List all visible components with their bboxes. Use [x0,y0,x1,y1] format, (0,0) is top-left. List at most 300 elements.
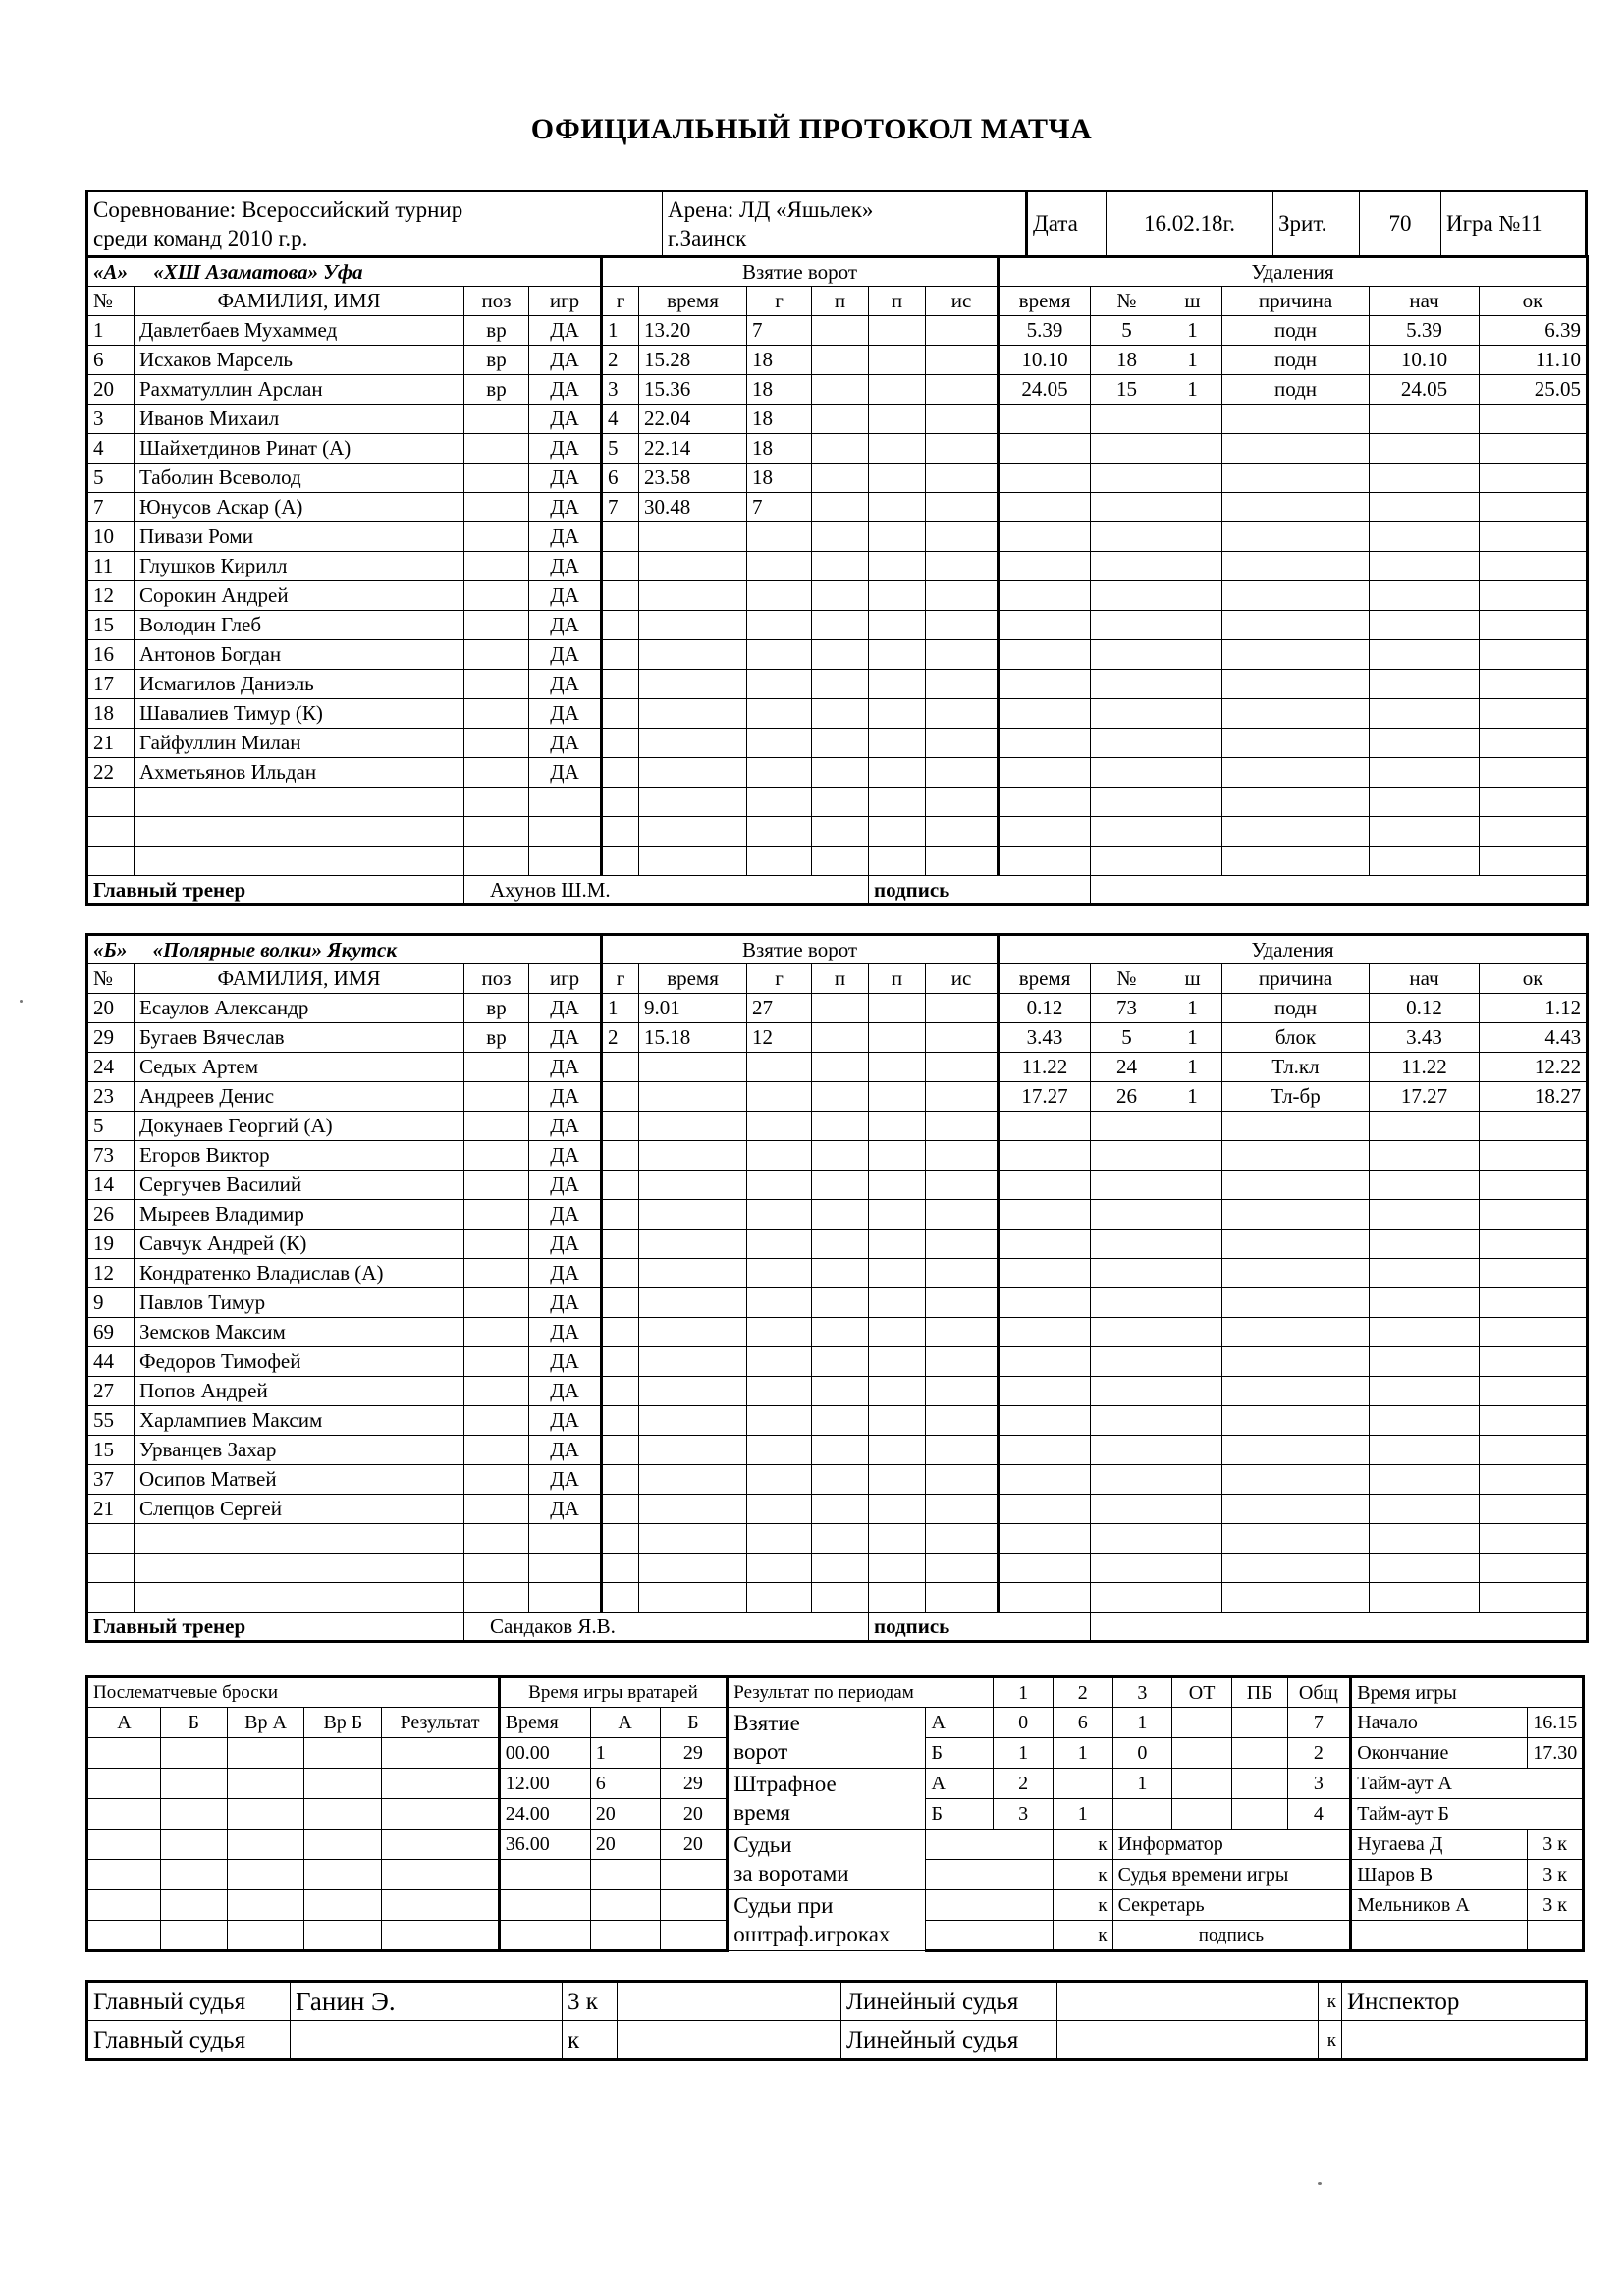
player-position [464,1141,529,1171]
goal-judge-1-cat: к [1053,1830,1112,1860]
goal-number: 3 [602,375,639,405]
player-position [464,1583,529,1613]
col-pen-no: № [1091,964,1163,994]
goal-assist-1 [812,1259,869,1288]
goals-b-p1: 1 [994,1738,1054,1769]
penalty-end [1480,758,1588,788]
goal-number [602,1583,639,1613]
player-played: ДА [529,522,602,552]
goal-number [602,729,639,758]
player-name: Гайфуллин Милан [135,729,464,758]
penalty-player [1091,434,1163,464]
player-number: 37 [87,1465,135,1495]
goal-time [639,1230,747,1259]
goal-number [602,611,639,640]
player-played: ДА [529,1023,602,1053]
penalty-reason [1222,1112,1370,1141]
timeout-b-label: Тайм-аут Б [1351,1799,1584,1830]
goal-time [639,729,747,758]
coach-signature-field [1091,876,1588,905]
team-b-table [85,933,1589,1643]
linesman-1-cat: к [1319,1982,1342,2021]
goal-assist-1 [812,817,869,847]
penalty-player [1091,1171,1163,1200]
goal-assist-1 [812,1230,869,1259]
penalty-reason [1222,788,1370,817]
gk-b-1: 29 [660,1738,728,1769]
player-number [87,1524,135,1554]
goal-number [602,581,639,611]
player-played: ДА [529,1377,602,1406]
goal-time [639,1436,747,1465]
player-number: 24 [87,1053,135,1082]
goal-assist-1 [812,1171,869,1200]
officials-signature-label: подпись [1112,1921,1351,1951]
penalty-end [1480,1554,1588,1583]
goal-number [602,1465,639,1495]
goal-assist-2 [869,994,926,1023]
player-played [529,1554,602,1583]
col-pen-reason: причина [1222,287,1370,316]
pim-row-label [728,1769,926,1830]
goal-number [602,1436,639,1465]
goal-time [639,788,747,817]
main-referee-label-1: Главный судья [87,1982,291,2021]
player-row [87,346,1588,375]
penalty-end [1480,1465,1588,1495]
player-row [87,1053,1588,1082]
goal-scorer: 18 [747,346,812,375]
goal-number [602,1318,639,1347]
penalty-start: 3.43 [1370,1023,1480,1053]
goal-number: 7 [602,493,639,522]
player-played: ДА [529,375,602,405]
player-position: вр [464,316,529,346]
penalty-time [999,1141,1091,1171]
penalty-reason [1222,581,1370,611]
penalty-reason: подн [1222,375,1370,405]
penalty-end [1480,1259,1588,1288]
pim-a-p1: 2 [994,1769,1054,1799]
col-name: ФАМИЛИЯ, ИМЯ [135,964,464,994]
goal-situation [926,758,999,788]
player-position [464,817,529,847]
goals-b-pb [1231,1738,1287,1769]
penalty-player: 26 [1091,1082,1163,1112]
goal-assist-2 [869,581,926,611]
goal-scorer: 18 [747,405,812,434]
timekeeper-cat: 3 к [1528,1860,1584,1890]
goal-situation [926,1171,999,1200]
player-number: 73 [87,1141,135,1171]
goal-time [639,522,747,552]
player-name: Осипов Матвей [135,1465,464,1495]
goal-number [602,1288,639,1318]
player-number: 15 [87,611,135,640]
goal-number [602,1554,639,1583]
penalty-start [1370,1583,1480,1613]
player-played: ДА [529,1200,602,1230]
goal-situation [926,788,999,817]
penalty-judges-2: оштраф.игроках [733,1921,891,1946]
gk-b-2: 29 [660,1769,728,1799]
penalty-minutes [1163,1141,1222,1171]
penalty-start [1370,788,1480,817]
penalty-player [1091,1112,1163,1141]
penalty-end [1480,1230,1588,1259]
goal-number [602,1053,639,1082]
pim-team-b: Б [926,1799,994,1830]
penalty-minutes [1163,1259,1222,1288]
player-played: ДА [529,640,602,670]
goal-scorer: 12 [747,1023,812,1053]
player-position [464,1465,529,1495]
goal-assist-2 [869,670,926,699]
goal-time: 22.04 [639,405,747,434]
goal-scorer [747,1583,812,1613]
penalty-minutes: 1 [1163,375,1222,405]
player-number [87,817,135,847]
penalty-reason: Тл-бр [1222,1082,1370,1112]
goal-assist-1 [812,1465,869,1495]
player-position [464,434,529,464]
player-name: Земсков Максим [135,1318,464,1347]
goal-number [602,847,639,876]
main-referee-label-2: Главный судья [87,2021,291,2060]
player-row [87,375,1588,405]
goal-situation [926,699,999,729]
goal-assist-1 [812,994,869,1023]
goal-situation [926,346,999,375]
player-row [87,1406,1588,1436]
player-number: 12 [87,1259,135,1288]
player-position: вр [464,375,529,405]
penalty-player [1091,699,1163,729]
goal-assist-1 [812,1583,869,1613]
goal-situation [926,316,999,346]
goals-a-p1: 0 [994,1708,1054,1738]
penalty-time [999,1200,1091,1230]
penalty-minutes [1163,699,1222,729]
goal-time [639,1583,747,1613]
goal-assist-2 [869,346,926,375]
player-row [87,1495,1588,1524]
col-is: ис [926,964,999,994]
penalty-minutes: 1 [1163,1023,1222,1053]
goal-scorer: 18 [747,464,812,493]
goal-time [639,1288,747,1318]
player-played: ДА [529,611,602,640]
goal-situation [926,1347,999,1377]
goal-time [639,670,747,699]
player-position [464,729,529,758]
coach-signature-field [1091,1613,1588,1642]
penalty-player [1091,552,1163,581]
goal-assist-1 [812,375,869,405]
penalty-start: 0.12 [1370,994,1480,1023]
penalty-end [1480,522,1588,552]
goals-block-label: Взятие ворот [602,257,999,287]
penalty-start [1370,1230,1480,1259]
goal-assist-1 [812,729,869,758]
penalty-start [1370,1141,1480,1171]
player-number [87,847,135,876]
player-number: 5 [87,1112,135,1141]
penalty-reason [1222,699,1370,729]
goal-situation [926,729,999,758]
penalties-block-label: Удаления [999,935,1588,964]
goal-assist-2 [869,1495,926,1524]
penalty-time [999,493,1091,522]
goals-label-1: Взятие [733,1711,800,1736]
penalty-minutes [1163,1200,1222,1230]
goal-time: 30.48 [639,493,747,522]
player-number [87,1583,135,1613]
penalty-player: 18 [1091,346,1163,375]
goal-number [602,788,639,817]
penalty-player [1091,817,1163,847]
player-played: ДА [529,994,602,1023]
goal-situation [926,1554,999,1583]
goal-number [602,1200,639,1230]
penalty-time [999,1347,1091,1377]
player-number: 21 [87,729,135,758]
penalty-judge-2-cat: к [1053,1921,1112,1951]
goal-number: 2 [602,1023,639,1053]
goal-assist-1 [812,847,869,876]
goal-situation [926,375,999,405]
penalty-reason [1222,1495,1370,1524]
goal-assist-1 [812,1288,869,1318]
penalty-reason: Тл.кл [1222,1053,1370,1082]
player-name: Ахметьянов Ильдан [135,758,464,788]
penalty-reason [1222,405,1370,434]
player-row [87,611,1588,640]
col-no: № [87,964,135,994]
goal-assist-2 [869,552,926,581]
player-row [87,994,1588,1023]
penalty-start [1370,699,1480,729]
goal-time [639,581,747,611]
penalty-minutes [1163,405,1222,434]
coach-signature-label: подпись [869,876,1091,905]
goal-assist-1 [812,1053,869,1082]
player-played: ДА [529,1053,602,1082]
player-position [464,522,529,552]
penalty-end [1480,847,1588,876]
gk-col-b: Б [660,1708,728,1738]
player-row [87,1465,1588,1495]
player-played [529,1524,602,1554]
date-value: 16.02.18г. [1107,191,1273,257]
goal-assist-2 [869,1524,926,1554]
penalty-minutes [1163,1406,1222,1436]
player-number: 7 [87,493,135,522]
goal-assist-1 [812,788,869,817]
penalty-minutes: 1 [1163,346,1222,375]
player-number: 11 [87,552,135,581]
goal-situation [926,1524,999,1554]
penalty-time [999,522,1091,552]
goals-a-pb [1231,1708,1287,1738]
penalty-reason: блок [1222,1023,1370,1053]
penalty-minutes [1163,611,1222,640]
goal-time [639,1524,747,1554]
penalty-end [1480,788,1588,817]
player-position [464,1171,529,1200]
penalty-player [1091,1200,1163,1230]
player-row [87,847,1588,876]
goal-assist-1 [812,670,869,699]
player-name [135,817,464,847]
player-position [464,1112,529,1141]
player-played: ДА [529,1171,602,1200]
penalty-end [1480,552,1588,581]
goal-scorer: 7 [747,316,812,346]
player-row [87,493,1588,522]
player-name: Слепцов Сергей [135,1495,464,1524]
penalty-time: 17.27 [999,1082,1091,1112]
penalty-reason [1222,493,1370,522]
player-played: ДА [529,1288,602,1318]
player-number [87,788,135,817]
penalty-reason [1222,758,1370,788]
coach-name: Сандаков Я.В. [464,1613,869,1642]
goal-scorer [747,729,812,758]
player-number: 44 [87,1347,135,1377]
penalty-minutes [1163,1554,1222,1583]
player-row [87,405,1588,434]
goal-judge-2-cat: к [1053,1860,1112,1890]
penalty-end [1480,1347,1588,1377]
goal-assist-2 [869,1583,926,1613]
goal-time [639,1465,747,1495]
penalty-time [999,1583,1091,1613]
goal-time [639,1141,747,1171]
goal-situation [926,1230,999,1259]
penalty-player: 5 [1091,316,1163,346]
goal-assist-1 [812,1112,869,1141]
player-row [87,1583,1588,1613]
gk-a-1: 1 [590,1738,660,1769]
penalty-reason [1222,670,1370,699]
goal-number [602,1259,639,1288]
penalty-player [1091,1495,1163,1524]
goal-number [602,1230,639,1259]
goal-scorer [747,1347,812,1377]
goal-assist-2 [869,1554,926,1583]
player-position [464,640,529,670]
penalty-time [999,434,1091,464]
penalty-player [1091,522,1163,552]
gk-b-4: 20 [660,1830,728,1860]
main-referee-2-cat: к [563,2021,618,2060]
player-position [464,1377,529,1406]
secretary-label: Секретарь [1112,1890,1351,1921]
player-row [87,434,1588,464]
penalty-start [1370,1318,1480,1347]
period-head-2: 2 [1053,1677,1112,1708]
player-position: вр [464,994,529,1023]
player-number: 9 [87,1288,135,1318]
player-name: Давлетбаев Мухаммед [135,316,464,346]
player-row [87,552,1588,581]
goal-assist-1 [812,1318,869,1347]
penalty-start: 5.39 [1370,316,1480,346]
player-name: Таболин Всеволод [135,464,464,493]
shootout-col-a: А [87,1708,161,1738]
player-name: Кондратенко Владислав (А) [135,1259,464,1288]
goal-assist-1 [812,316,869,346]
player-number: 23 [87,1082,135,1112]
player-name: Седых Артем [135,1053,464,1082]
penalty-reason [1222,434,1370,464]
player-row [87,758,1588,788]
gk-col-a: А [590,1708,660,1738]
penalty-player [1091,788,1163,817]
player-position [464,1200,529,1230]
goal-assist-1 [812,552,869,581]
goal-scorer [747,699,812,729]
col-pen-no: № [1091,287,1163,316]
player-played: ДА [529,1112,602,1141]
goal-judges-label [728,1830,926,1890]
player-number [87,1554,135,1583]
goal-assist-2 [869,1288,926,1318]
goal-number [602,1495,639,1524]
period-head-1: 1 [994,1677,1054,1708]
gk-time-2: 12.00 [499,1769,590,1799]
penalty-start [1370,522,1480,552]
penalty-player [1091,758,1163,788]
player-position [464,847,529,876]
player-played: ДА [529,434,602,464]
penalty-time [999,1406,1091,1436]
goal-assist-1 [812,1082,869,1112]
goal-number [602,699,639,729]
coach-label: Главный тренер [87,876,464,905]
penalty-start: 24.05 [1370,375,1480,405]
end-value: 17.30 [1528,1738,1584,1769]
penalty-reason [1222,1230,1370,1259]
penalty-time [999,1230,1091,1259]
goal-situation [926,1318,999,1347]
inspector-label: Инспектор [1342,1982,1587,2021]
period-head-ot: ОТ [1172,1677,1232,1708]
goal-assist-2 [869,611,926,640]
penalty-time [999,611,1091,640]
penalty-player [1091,670,1163,699]
penalty-end [1480,670,1588,699]
penalty-minutes [1163,1230,1222,1259]
goal-assist-2 [869,405,926,434]
goal-situation [926,1465,999,1495]
penalty-minutes [1163,1524,1222,1554]
goal-number [602,1141,639,1171]
penalty-start [1370,1347,1480,1377]
goal-time [639,1554,747,1583]
player-played: ДА [529,552,602,581]
penalty-end: 12.22 [1480,1053,1588,1082]
player-number: 69 [87,1318,135,1347]
goal-time [639,552,747,581]
penalty-time [999,1171,1091,1200]
goal-judges-1: Судьи [733,1832,792,1858]
player-position [464,1318,529,1347]
penalty-start [1370,405,1480,434]
penalty-reason [1222,611,1370,640]
penalty-start [1370,1288,1480,1318]
